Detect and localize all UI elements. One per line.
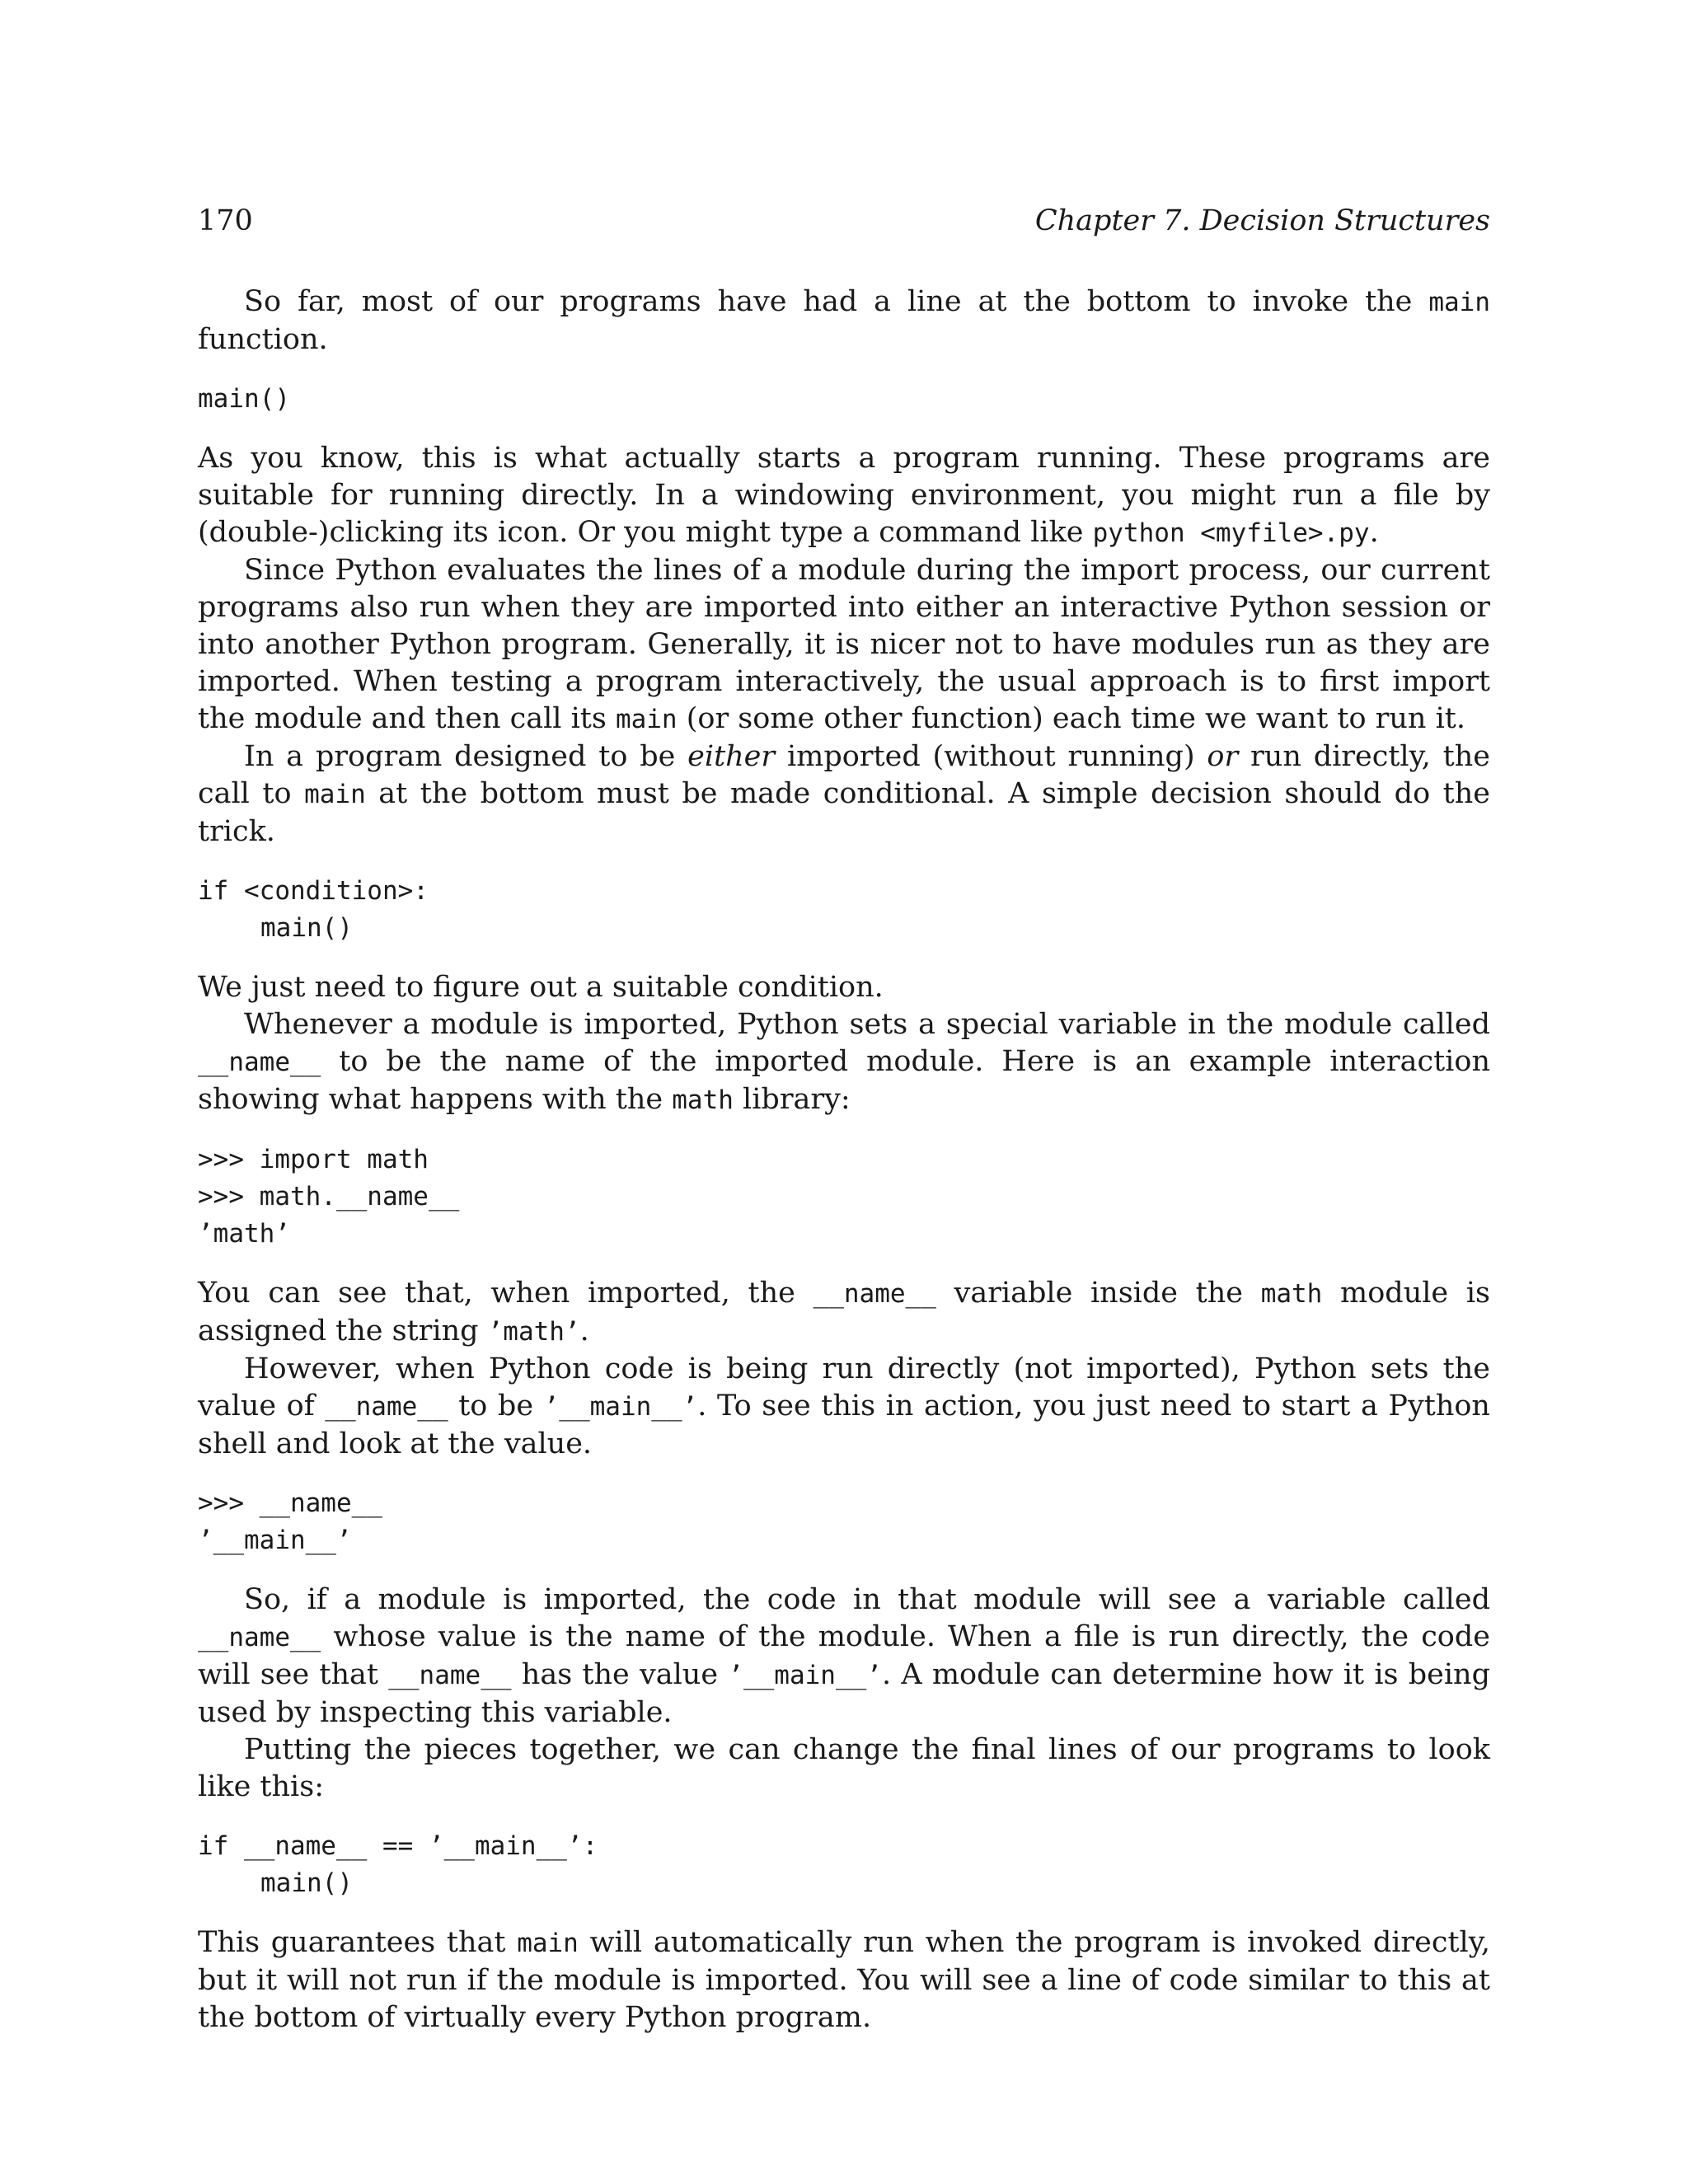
text-run: This guarantees that [198,1926,518,1959]
text-run: function. [198,323,328,356]
text-run: whose value is the name of the module. When a file is run directly, the code will see that [198,1620,1490,1691]
code-line: main() [198,384,290,414]
text-run: has the value [511,1658,729,1691]
code-block-5 [198,1828,1490,1902]
inline-code: ’__main__’ [543,1392,698,1422]
code-block-3 [198,1141,1490,1253]
code-line: main() [260,1868,353,1898]
code-line: main() [260,913,353,943]
inline-code: __name__ [388,1661,512,1690]
text-run: to be the name of the imported module. Here is an example interaction showing what happens with the [198,1045,1490,1116]
paragraph-7 [198,1275,1490,1351]
page-body [198,284,1490,2036]
page-number: 170 [198,204,253,237]
paragraph-10 [198,1732,1490,1806]
text-run: Since Python evaluates the lines of a module during the import process, our current programs also run when they are imported into either an interactive Python session or into another Python program. Generally, it is nicer not to have modules run as they are imported. When testing a program interactively, the usual approach is to first import the module and then call its [198,554,1490,735]
inline-code: __name__ [325,1392,448,1422]
inline-code: ’math’ [487,1317,580,1347]
emphasis: either [687,740,776,773]
inline-code: __name__ [198,1047,321,1077]
paragraph-11 [198,1924,1490,2036]
text-run: variable inside the [935,1277,1261,1310]
text-run: to be [448,1390,544,1422]
text-run: at the bottom must be made conditional. A simple decision should do the trick. [198,777,1490,848]
text-run: run directly, the call to [198,740,1490,810]
text-run: module is assigned the string [198,1277,1490,1347]
paragraph-3 [198,552,1490,738]
text-run: Putting the pieces together, we can change the final lines of our programs to look like this: [198,1733,1490,1803]
book-page [198,0,1490,2184]
text-run: Whenever a module is imported, Python sets a special variable in the module called [244,1008,1490,1041]
code-block-2 [198,873,1490,947]
paragraph-1 [198,284,1490,359]
paragraph-6 [198,1006,1490,1119]
text-run: imported (without running) [775,740,1207,773]
inline-code: main [615,705,678,734]
code-line: >>> math.__name__ [198,1182,460,1212]
paragraph-2 [198,440,1490,552]
inline-code: python <myfile>.py [1092,518,1370,548]
text-run: However, when Python code is being run directly (not imported), Python sets the value of [198,1352,1490,1422]
inline-code: main [1428,288,1490,317]
text-run: . [579,1315,589,1347]
text-run: We just need to figure out a suitable condition. [198,971,884,1004]
text-run: So far, most of our programs have had a line at the bottom to invoke the [244,285,1429,318]
code-line: ’__main__’ [198,1526,352,1555]
inline-code: math [672,1085,734,1115]
inline-code: math [1260,1279,1323,1309]
inline-code: __name__ [198,1623,321,1652]
text-run: (or some other function) each time we want to run it. [677,702,1465,735]
text-run: You can see that, when imported, the [198,1277,814,1310]
code-line: ’math’ [198,1219,290,1249]
code-line: if __name__ == ’__main__’: [198,1831,598,1861]
text-run: library: [733,1083,851,1116]
code-block-4 [198,1485,1490,1559]
inline-code: __name__ [813,1279,936,1309]
code-line: >>> import math [198,1145,429,1174]
running-head [198,200,1490,241]
inline-code: main [517,1929,579,1958]
code-line: >>> __name__ [198,1488,382,1518]
text-run: . [1369,516,1379,549]
text-run: In a program designed to be [244,740,688,773]
chapter-title: Chapter 7. Decision Structures [1034,204,1490,237]
inline-code: main [304,780,366,809]
emphasis: or [1207,740,1239,773]
inline-code: ’__main__’ [728,1661,882,1690]
text-run: . To see this in action, you just need to start a Python shell and look at the value. [198,1390,1490,1460]
paragraph-8 [198,1351,1490,1463]
text-run: So, if a module is imported, the code in that module will see a variable called [244,1583,1490,1616]
paragraph-4 [198,738,1490,851]
code-line: if <condition>: [198,876,429,906]
code-block-1 [198,381,1490,418]
text-run: As you know, this is what actually starts a program running. These programs are suitable for running directly. In a windowing environment, you might run a file by (double-)clicking its icon. Or you might type a command like [198,442,1490,549]
text-run: . A module can determine how it is being used by inspecting this variable. [198,1658,1490,1729]
paragraph-9 [198,1582,1490,1732]
text-run: will automatically run when the program is invoked directly, but it will not run if the module is imported. You will see a line of code similar to this at the bottom of virtually every Python program. [198,1926,1490,2034]
paragraph-5 [198,969,1490,1006]
